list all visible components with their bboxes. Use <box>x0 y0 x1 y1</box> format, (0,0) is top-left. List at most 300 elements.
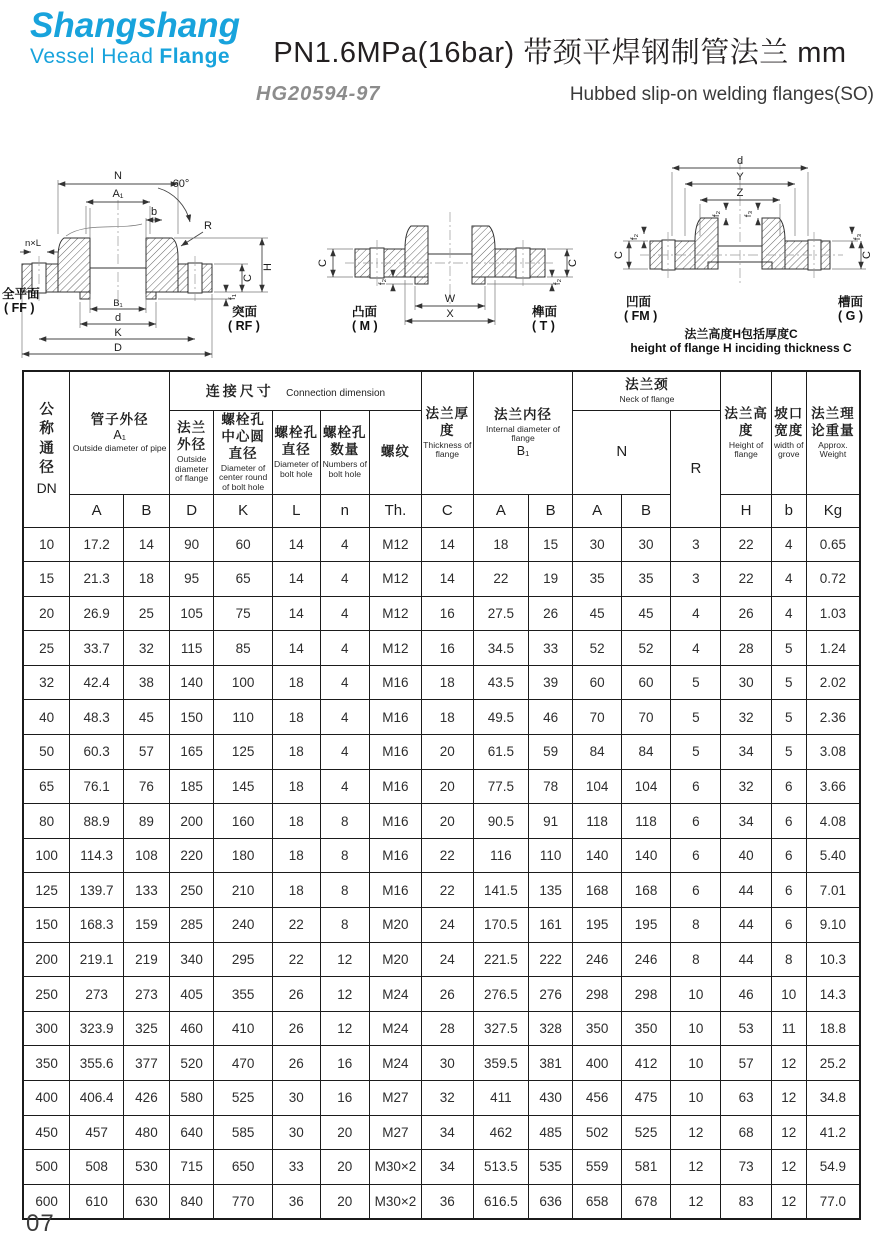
subtitle-row <box>246 83 874 106</box>
table-cell: M12 <box>369 527 421 562</box>
spec-table <box>22 370 861 1220</box>
table-cell: 45 <box>573 596 622 631</box>
table-cell: 8 <box>320 873 369 908</box>
table-cell: 405 <box>169 977 213 1012</box>
table-cell: 22 <box>272 908 320 943</box>
dim-label-N: N <box>114 170 122 182</box>
table-cell: 658 <box>573 1184 622 1219</box>
table-cell: 400 <box>573 1046 622 1081</box>
table-cell: 25 <box>123 596 169 631</box>
table-cell: 30 <box>721 665 771 700</box>
table-cell: 168.3 <box>70 908 124 943</box>
table-cell: 4 <box>320 527 369 562</box>
table-cell: 240 <box>214 908 273 943</box>
col-letter-B: B <box>123 494 169 527</box>
table-cell: 12 <box>771 1115 806 1150</box>
table-row <box>23 631 860 666</box>
table-cell: 411 <box>473 1081 528 1116</box>
table-cell: 34 <box>721 735 771 770</box>
table-cell: 115 <box>169 631 213 666</box>
table-row <box>23 1081 860 1116</box>
col-header-bolt-number <box>320 411 369 495</box>
table-cell: 48.3 <box>70 700 124 735</box>
table-body <box>23 527 860 1219</box>
table-cell: 298 <box>621 977 670 1012</box>
table-cell: 250 <box>23 977 70 1012</box>
table-cell: 6 <box>771 769 806 804</box>
table-cell: 0.72 <box>806 562 860 597</box>
dim-label-f2-mid: f₂ <box>711 210 722 218</box>
table-cell: 46 <box>721 977 771 1012</box>
table-cell: 20 <box>320 1115 369 1150</box>
table-cell: 8 <box>771 942 806 977</box>
table-cell: M27 <box>369 1081 421 1116</box>
table-cell: 10 <box>671 1046 721 1081</box>
table-cell: 456 <box>573 1081 622 1116</box>
table-cell: 100 <box>23 838 70 873</box>
table-cell: 90.5 <box>473 804 528 839</box>
table-cell: 600 <box>23 1184 70 1219</box>
table-cell: 26 <box>272 1046 320 1081</box>
pipe-od-symbol: A₁ <box>113 428 126 443</box>
table-cell: 12 <box>320 977 369 1012</box>
table-cell: 640 <box>169 1115 213 1150</box>
table-cell: 20 <box>320 1184 369 1219</box>
table-cell: 457 <box>70 1115 124 1150</box>
neck-n-symbol: N <box>616 443 628 461</box>
table-cell: 22 <box>473 562 528 597</box>
table-row <box>23 873 860 908</box>
table-cell: 8 <box>320 804 369 839</box>
table-cell: 20 <box>320 1150 369 1185</box>
dim-label-C-left: C <box>613 251 625 259</box>
table-cell: 616.5 <box>473 1184 528 1219</box>
col-header-weight <box>806 371 860 494</box>
face-label-fm-code: ( FM ) <box>624 309 658 323</box>
col-letter-L: L <box>272 494 320 527</box>
table-cell: 30 <box>573 527 622 562</box>
table-cell: 140 <box>169 665 213 700</box>
table-cell: 19 <box>528 562 572 597</box>
dim-label-angle: 60° <box>172 178 190 190</box>
col-header-height <box>721 371 771 494</box>
table-row <box>23 527 860 562</box>
table-cell: 4 <box>320 735 369 770</box>
table-cell: 22 <box>721 562 771 597</box>
table-cell: 16 <box>320 1046 369 1081</box>
table-cell: 195 <box>621 908 670 943</box>
table-cell: M24 <box>369 977 421 1012</box>
table-cell: 5.40 <box>806 838 860 873</box>
table-cell: 12 <box>771 1184 806 1219</box>
table-cell: 118 <box>573 804 622 839</box>
table-row <box>23 942 860 977</box>
table-cell: 2.36 <box>806 700 860 735</box>
dim-label-Z: Z <box>736 187 744 199</box>
table-cell: 3 <box>671 527 721 562</box>
thickness-cn: 法兰厚度 <box>425 405 470 438</box>
bore-symbol: B₁ <box>516 443 530 458</box>
dim-label-b: b <box>150 206 158 218</box>
technical-drawings <box>0 146 883 366</box>
table-cell: 770 <box>214 1184 273 1219</box>
table-cell: 485 <box>528 1115 572 1150</box>
table-cell: 221.5 <box>473 942 528 977</box>
bore-cn: 法兰内径 <box>494 406 553 422</box>
table-cell: 222 <box>528 942 572 977</box>
table-cell: 11 <box>771 1011 806 1046</box>
table-cell: 840 <box>169 1184 213 1219</box>
dim-label-H: H <box>262 263 274 271</box>
brand-name: Shangshang <box>30 6 241 45</box>
table-cell: M16 <box>369 700 421 735</box>
dim-label-D: D <box>114 342 122 354</box>
dim-label-f2-left: f₂ <box>377 278 388 286</box>
dim-label-f3-right: f₃ <box>852 233 863 241</box>
table-cell: 5 <box>771 700 806 735</box>
table-cell: 6 <box>771 873 806 908</box>
table-cell: 44 <box>721 873 771 908</box>
dn-symbol: DN <box>36 479 57 496</box>
weight-cn: 法兰理论重量 <box>811 405 855 438</box>
table-cell: 9.10 <box>806 908 860 943</box>
weight-en: Approx. Weight <box>818 439 848 460</box>
table-cell: 4 <box>671 631 721 666</box>
height-cn: 法兰高度 <box>724 405 768 438</box>
dn-char: 称 <box>39 421 54 438</box>
table-cell: 200 <box>23 942 70 977</box>
table-cell: 246 <box>621 942 670 977</box>
table-cell: 139.7 <box>70 873 124 908</box>
table-cell: 150 <box>169 700 213 735</box>
col-letter-n: n <box>320 494 369 527</box>
table-cell: 18 <box>272 873 320 908</box>
table-cell: 6 <box>771 804 806 839</box>
table-cell: 159 <box>123 908 169 943</box>
table-cell: 220 <box>169 838 213 873</box>
table-row <box>23 838 860 873</box>
table-row <box>23 769 860 804</box>
table-cell: 3.08 <box>806 735 860 770</box>
table-cell: 18 <box>272 769 320 804</box>
table-cell: 1.03 <box>806 596 860 631</box>
table-cell: 4 <box>320 631 369 666</box>
table-cell: 412 <box>621 1046 670 1081</box>
table-cell: 68 <box>721 1115 771 1150</box>
table-cell: 35 <box>573 562 622 597</box>
table-cell: 16 <box>421 596 473 631</box>
table-cell: 580 <box>169 1081 213 1116</box>
table-cell: 104 <box>621 769 670 804</box>
table-cell: 581 <box>621 1150 670 1185</box>
table-cell: 76.1 <box>70 769 124 804</box>
table-cell: 40 <box>23 700 70 735</box>
table-cell: 17.2 <box>70 527 124 562</box>
face-label-t-code: ( T ) <box>532 319 555 333</box>
table-cell: 28 <box>421 1011 473 1046</box>
table-cell: 406.4 <box>70 1081 124 1116</box>
table-cell: 381 <box>528 1046 572 1081</box>
company-logo <box>30 8 240 68</box>
flange-section-body <box>317 212 579 333</box>
table-row <box>23 804 860 839</box>
bolt-diameter-cn: 螺栓孔直径 <box>274 425 318 458</box>
table-cell: 60 <box>214 527 273 562</box>
table-cell: 34 <box>421 1150 473 1185</box>
col-header-bolt-circle <box>214 411 273 495</box>
bolt-number-cn: 螺栓孔数量 <box>323 425 367 458</box>
table-cell: 34.5 <box>473 631 528 666</box>
table-cell: 26 <box>421 977 473 1012</box>
table-cell: 273 <box>70 977 124 1012</box>
table-row <box>23 596 860 631</box>
table-cell: 210 <box>214 873 273 908</box>
table-cell: 5 <box>771 631 806 666</box>
table-cell: 25 <box>23 631 70 666</box>
table-cell: 161 <box>528 908 572 943</box>
table-cell: 14 <box>272 562 320 597</box>
table-cell: 14 <box>272 596 320 631</box>
table-cell: 12 <box>771 1081 806 1116</box>
table-cell: M16 <box>369 769 421 804</box>
table-cell: 359.5 <box>473 1046 528 1081</box>
table-cell: 525 <box>214 1081 273 1116</box>
table-cell: 3 <box>671 562 721 597</box>
table-cell: 180 <box>214 838 273 873</box>
table-cell: 110 <box>528 838 572 873</box>
table-cell: 18 <box>272 665 320 700</box>
table-cell: 135 <box>528 873 572 908</box>
col-header-neck-n <box>573 411 671 495</box>
table-cell: 340 <box>169 942 213 977</box>
table-cell: 4.08 <box>806 804 860 839</box>
bolt-circle-en: Diameter of center round of bolt hole <box>218 462 268 492</box>
table-cell: 18 <box>272 735 320 770</box>
table-row <box>23 1046 860 1081</box>
table-cell: 125 <box>214 735 273 770</box>
table-cell: 426 <box>123 1081 169 1116</box>
dim-label-C-left: C <box>317 259 329 267</box>
face-label-m-cn: 凸面 <box>352 305 378 319</box>
table-cell: 610 <box>70 1184 124 1219</box>
col-header-bore <box>473 371 573 494</box>
table-cell: 18 <box>272 838 320 873</box>
table-cell: 4 <box>771 596 806 631</box>
bolt-number-en: Numbers of bolt hole <box>322 459 367 479</box>
table-cell: 28 <box>721 631 771 666</box>
table-row <box>23 1011 860 1046</box>
table-cell: 39 <box>528 665 572 700</box>
subtitle-english: Hubbed slip-on welding flanges(SO) <box>569 84 874 105</box>
col-header-neck <box>573 371 721 411</box>
table-cell: 276 <box>528 977 572 1012</box>
face-label-g-cn: 槽面 <box>838 295 864 309</box>
table-cell: 10 <box>771 977 806 1012</box>
col-header-thread <box>369 411 421 495</box>
flange-section-body <box>22 208 212 299</box>
pipe-od-en: Outside diameter of pipe <box>72 443 167 454</box>
table-cell: 26 <box>721 596 771 631</box>
page-number: 07 <box>26 1210 55 1237</box>
drawing-caption-en: height of flange H inciding thickness C <box>630 341 852 355</box>
neck-cn: 法兰颈 <box>625 377 669 393</box>
table-cell: 14 <box>421 562 473 597</box>
table-cell: 15 <box>528 527 572 562</box>
table-row <box>23 1115 860 1150</box>
col-header-thickness <box>421 371 473 494</box>
table-cell: 355.6 <box>70 1046 124 1081</box>
table-cell: 12 <box>320 942 369 977</box>
face-label-g-code: ( G ) <box>838 309 863 323</box>
table-cell: 4 <box>771 527 806 562</box>
table-cell: 4 <box>671 596 721 631</box>
table-cell: 450 <box>23 1115 70 1150</box>
table-cell: 20 <box>421 804 473 839</box>
table-cell: 5 <box>671 700 721 735</box>
table-cell: 76 <box>123 769 169 804</box>
table-cell: 18 <box>123 562 169 597</box>
table-cell: 65 <box>214 562 273 597</box>
table-cell: 400 <box>23 1081 70 1116</box>
table-cell: 4 <box>771 562 806 597</box>
table-cell: 530 <box>123 1150 169 1185</box>
table-cell: M30×2 <box>369 1150 421 1185</box>
table-cell: 18 <box>421 700 473 735</box>
table-cell: 46 <box>528 700 572 735</box>
col-letter-neck-B: B <box>621 494 670 527</box>
table-cell: 5 <box>771 665 806 700</box>
table-cell: M20 <box>369 908 421 943</box>
dim-label-d: d <box>736 155 744 167</box>
table-cell: 525 <box>621 1115 670 1150</box>
table-cell: 195 <box>573 908 622 943</box>
table-cell: 6 <box>671 769 721 804</box>
table-cell: 114.3 <box>70 838 124 873</box>
table-cell: 12 <box>671 1115 721 1150</box>
table-cell: 4 <box>320 665 369 700</box>
table-row <box>23 977 860 1012</box>
drawing-caption-cn: 法兰高度H包括厚度C <box>684 327 798 341</box>
table-cell: 150 <box>23 908 70 943</box>
table-cell: 95 <box>169 562 213 597</box>
table-cell: 3.66 <box>806 769 860 804</box>
thread-cn: 螺纹 <box>380 443 410 459</box>
table-cell: 323.9 <box>70 1011 124 1046</box>
table-cell: 84 <box>621 735 670 770</box>
groove-cn: 坡口宽度 <box>774 405 804 438</box>
table-cell: 300 <box>23 1011 70 1046</box>
table-cell: 20 <box>23 596 70 631</box>
table-row <box>23 665 860 700</box>
face-labels <box>624 294 864 355</box>
table-cell: 34 <box>421 1115 473 1150</box>
table-cell: 25.2 <box>806 1046 860 1081</box>
table-cell: 42.4 <box>70 665 124 700</box>
table-cell: 75 <box>214 596 273 631</box>
face-label-rf-cn: 突面 <box>232 305 258 319</box>
dim-label-K: K <box>114 327 122 339</box>
table-cell: 44 <box>721 942 771 977</box>
flange-od-en: Outside diameter of flange <box>174 454 209 484</box>
table-cell: 14 <box>272 527 320 562</box>
col-letter-Th: Th. <box>369 494 421 527</box>
dn-char: 公 <box>39 401 54 418</box>
table-cell: 116 <box>473 838 528 873</box>
col-header-connection <box>169 371 421 411</box>
table-cell: 219 <box>123 942 169 977</box>
table-cell: 165 <box>169 735 213 770</box>
table-cell: 513.5 <box>473 1150 528 1185</box>
table-cell: 170.5 <box>473 908 528 943</box>
table-cell: 7.01 <box>806 873 860 908</box>
table-cell: 57 <box>123 735 169 770</box>
dn-char: 通 <box>39 440 54 457</box>
table-cell: 108 <box>123 838 169 873</box>
table-cell: 14 <box>123 527 169 562</box>
col-letter-C: C <box>421 494 473 527</box>
table-cell: 30 <box>421 1046 473 1081</box>
title-block <box>246 30 874 106</box>
col-letter-neck-A: A <box>573 494 622 527</box>
table-cell: M12 <box>369 596 421 631</box>
table-cell: 59 <box>528 735 572 770</box>
table-cell: M16 <box>369 838 421 873</box>
table-cell: 325 <box>123 1011 169 1046</box>
table-cell: 12 <box>771 1150 806 1185</box>
table-cell: 44 <box>721 908 771 943</box>
drawing-fm-g-section <box>600 146 883 366</box>
table-cell: 715 <box>169 1150 213 1185</box>
table-cell: 70 <box>573 700 622 735</box>
table-cell: 410 <box>214 1011 273 1046</box>
table-cell: 22 <box>721 527 771 562</box>
table-cell: 57 <box>721 1046 771 1081</box>
table-cell: 10 <box>23 527 70 562</box>
table-cell: 460 <box>169 1011 213 1046</box>
brand-tagline-2: Flange <box>159 44 231 68</box>
table-cell: 24 <box>421 942 473 977</box>
table-cell: 88.9 <box>70 804 124 839</box>
table-cell: 40 <box>721 838 771 873</box>
table-cell: 285 <box>169 908 213 943</box>
table-cell: 50 <box>23 735 70 770</box>
table-cell: 54.9 <box>806 1150 860 1185</box>
table-cell: 500 <box>23 1150 70 1185</box>
table-cell: 36 <box>421 1184 473 1219</box>
bolt-diameter-en: Diameter of bolt hole <box>274 459 319 479</box>
dim-label-C: C <box>242 274 254 282</box>
table-cell: 430 <box>528 1081 572 1116</box>
table-cell: 219.1 <box>70 942 124 977</box>
table-cell: 350 <box>573 1011 622 1046</box>
table-cell: 141.5 <box>473 873 528 908</box>
table-cell: 350 <box>23 1046 70 1081</box>
table-cell: 38 <box>123 665 169 700</box>
table-cell: 12 <box>671 1184 721 1219</box>
table-cell: 32 <box>421 1081 473 1116</box>
table-row <box>23 562 860 597</box>
table-cell: 5 <box>671 665 721 700</box>
table-cell: 33.7 <box>70 631 124 666</box>
table-cell: 73 <box>721 1150 771 1185</box>
table-cell: 475 <box>621 1081 670 1116</box>
bolt-circle-cn: 螺栓孔中心圆直径 <box>221 412 265 461</box>
table-cell: M24 <box>369 1046 421 1081</box>
face-label-t-cn: 榫面 <box>532 305 558 319</box>
table-cell: 650 <box>214 1150 273 1185</box>
table-cell: 6 <box>671 873 721 908</box>
table-cell: 12 <box>320 1011 369 1046</box>
